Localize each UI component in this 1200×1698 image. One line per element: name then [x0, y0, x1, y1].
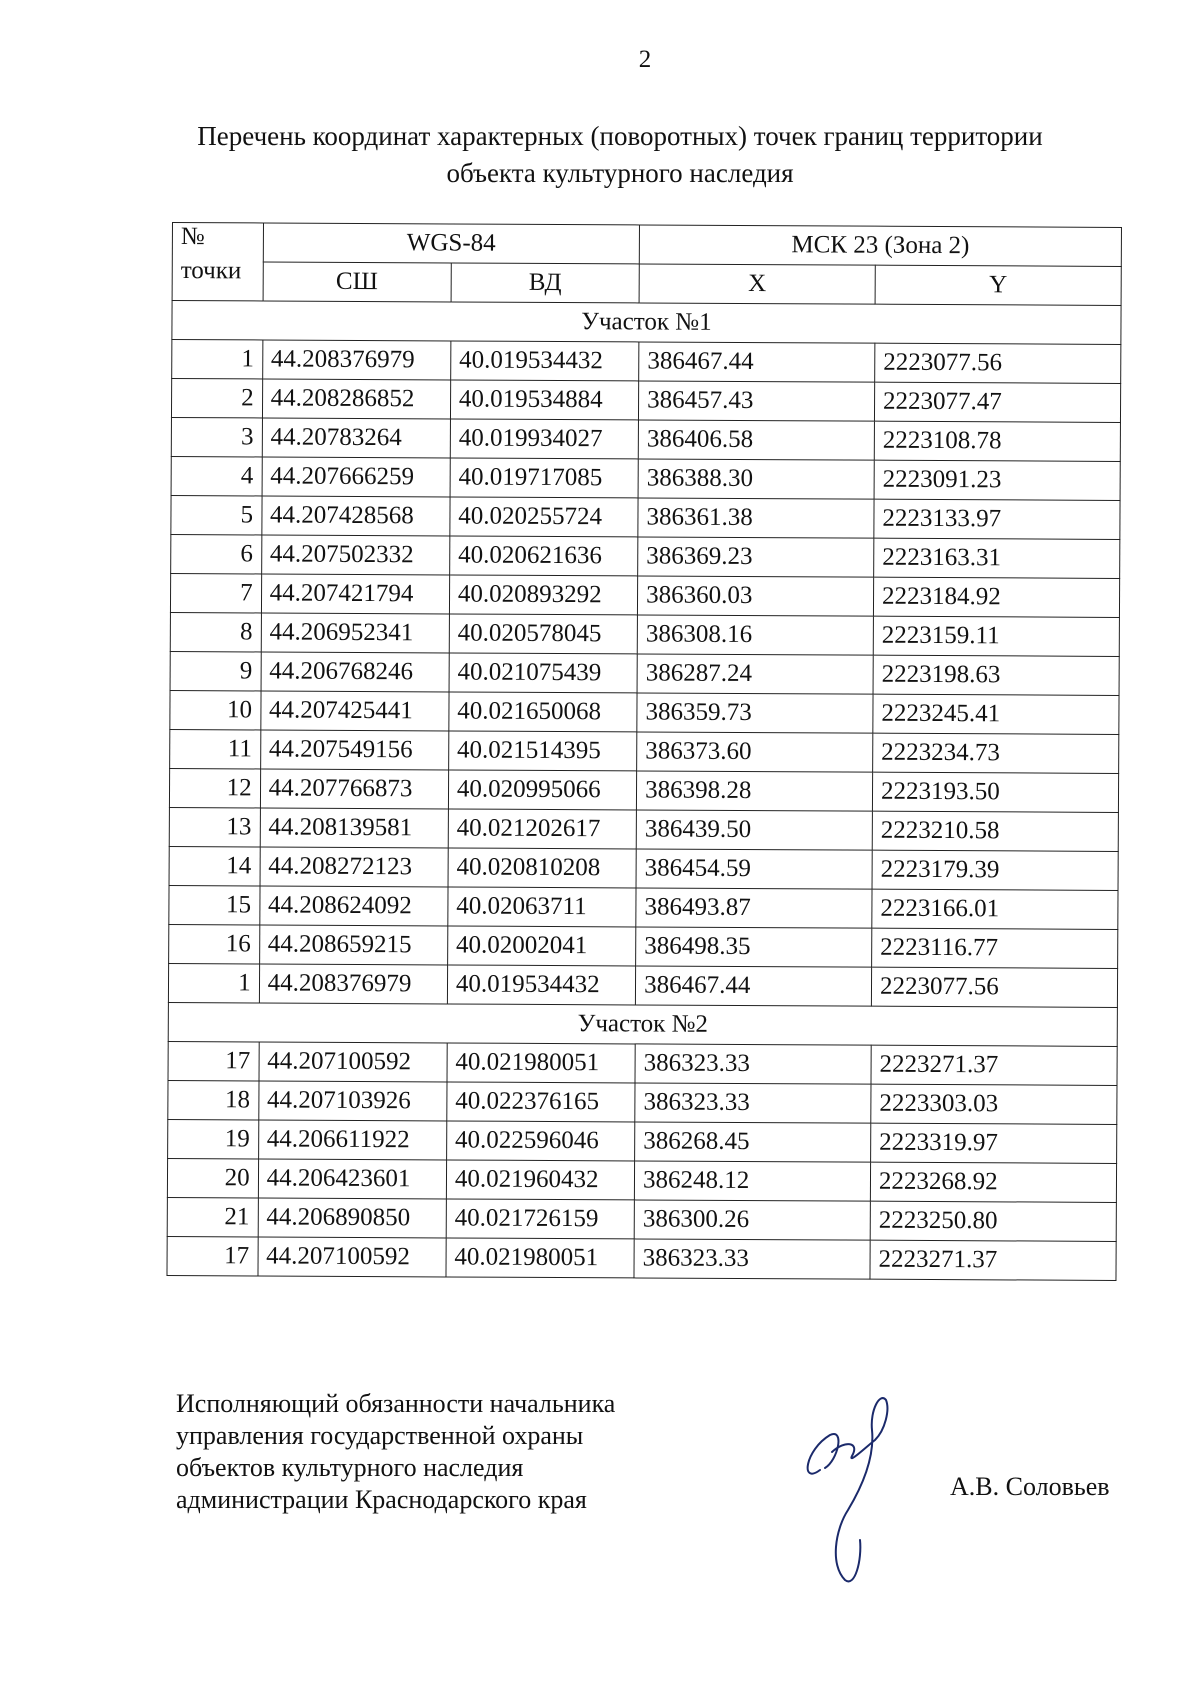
header-x: X: [639, 264, 875, 304]
cell-point-number: 2: [171, 379, 262, 418]
table-row: [169, 807, 1118, 851]
cell-x: 386398.28: [637, 771, 873, 811]
cell-lon: 40.021726159: [446, 1199, 634, 1239]
cell-point-number: 14: [169, 846, 260, 885]
cell-x: 386439.50: [636, 810, 872, 850]
cell-point-number: 20: [167, 1158, 258, 1197]
cell-lat: 44.207766873: [260, 769, 448, 809]
section-row: [172, 301, 1121, 345]
table-row: [171, 534, 1120, 578]
title-line-2: объекта культурного наследия: [446, 158, 794, 188]
cell-lon: 40.020893292: [449, 575, 637, 615]
cell-lat: 44.206611922: [258, 1120, 446, 1160]
cell-y: 2223077.56: [875, 343, 1121, 383]
cell-y: 2223303.03: [871, 1084, 1117, 1124]
signer-line: объектов культурного наследия: [176, 1453, 524, 1482]
table-body: [167, 301, 1121, 1281]
header-msk23: МСК 23 (Зона 2): [639, 225, 1121, 267]
cell-point-number: 16: [169, 924, 260, 963]
cell-y: 2223210.58: [872, 811, 1118, 851]
table-row: [170, 651, 1119, 695]
cell-lat: 44.20783264: [262, 418, 450, 458]
cell-point-number: 8: [170, 612, 261, 651]
cell-lon: 40.021980051: [446, 1238, 634, 1278]
cell-y: 2223245.41: [873, 694, 1119, 734]
cell-lon: 40.021960432: [446, 1160, 634, 1200]
cell-lon: 40.021650068: [449, 692, 637, 732]
cell-x: 386287.24: [637, 654, 873, 694]
cell-y: 2223108.78: [874, 421, 1120, 461]
cell-x: 386248.12: [634, 1161, 870, 1201]
cell-lat: 44.207421794: [261, 574, 449, 614]
cell-point-number: 17: [168, 1041, 259, 1080]
document-title: [120, 118, 1120, 192]
cell-x: 386373.60: [637, 732, 873, 772]
cell-y: 2223268.92: [870, 1162, 1116, 1202]
table-row: [170, 573, 1119, 617]
table-row: [168, 963, 1117, 1007]
cell-lon: 40.022376165: [447, 1082, 635, 1122]
cell-y: 2223184.92: [873, 577, 1119, 617]
cell-point-number: 6: [171, 534, 262, 573]
cell-y: 2223077.56: [871, 967, 1117, 1007]
cell-x: 386361.38: [638, 498, 874, 538]
cell-lat: 44.207502332: [261, 535, 449, 575]
table-row: [167, 1236, 1116, 1280]
cell-point-number: 21: [167, 1197, 258, 1236]
table-row: [168, 1080, 1117, 1124]
cell-x: 386467.44: [636, 966, 872, 1006]
cell-x: 386457.43: [639, 381, 875, 421]
cell-x: 386467.44: [639, 342, 875, 382]
cell-lat: 44.206890850: [258, 1198, 446, 1238]
cell-point-number: 7: [170, 573, 261, 612]
cell-lon: 40.02063711: [448, 887, 636, 927]
cell-point-number: 10: [170, 690, 261, 729]
cell-lat: 44.207428568: [261, 496, 449, 536]
signer-line: администрации Краснодарского края: [176, 1485, 587, 1514]
header-no-label: точки: [180, 257, 242, 285]
table-row: [169, 768, 1118, 812]
cell-point-number: 19: [168, 1119, 259, 1158]
coordinates-table: [166, 222, 1122, 1281]
table-row: [170, 690, 1119, 734]
cell-lon: 40.019534884: [450, 380, 638, 420]
table-row: [169, 924, 1118, 968]
cell-y: 2223159.11: [873, 616, 1119, 656]
cell-lon: 40.021075439: [449, 653, 637, 693]
signer-position: [176, 1388, 615, 1516]
cell-point-number: 9: [170, 651, 261, 690]
cell-lon: 40.021980051: [447, 1043, 635, 1083]
cell-x: 386323.33: [634, 1239, 870, 1279]
cell-lat: 44.207425441: [260, 691, 448, 731]
cell-lat: 44.208376979: [259, 964, 447, 1004]
cell-y: 2223133.97: [874, 499, 1120, 539]
cell-x: 386300.26: [634, 1200, 870, 1240]
table-row: [172, 340, 1121, 384]
cell-point-number: 1: [172, 340, 263, 379]
cell-lon: 40.021202617: [448, 809, 636, 849]
cell-lat: 44.208286852: [262, 379, 450, 419]
section-title: Участок №1: [172, 301, 1121, 345]
cell-lat: 44.208659215: [259, 925, 447, 965]
cell-lat: 44.208624092: [259, 886, 447, 926]
cell-lon: 40.020255724: [450, 497, 638, 537]
cell-lat: 44.207100592: [259, 1042, 447, 1082]
cell-lon: 40.020995066: [448, 770, 636, 810]
header-y: Y: [875, 265, 1121, 305]
section-title: Участок №2: [168, 1002, 1117, 1046]
table-row: [169, 846, 1118, 890]
cell-x: 386406.58: [638, 420, 874, 460]
cell-y: 2223179.39: [872, 850, 1118, 890]
table-row: [169, 885, 1118, 929]
signer-line: Исполняющий обязанности начальника: [176, 1389, 616, 1418]
cell-lon: 40.020810208: [448, 848, 636, 888]
cell-lon: 40.019534432: [451, 341, 639, 381]
cell-x: 386323.33: [635, 1083, 871, 1123]
cell-lat: 44.208272123: [260, 847, 448, 887]
cell-lat: 44.206952341: [261, 613, 449, 653]
cell-lat: 44.207100592: [258, 1237, 446, 1277]
header-no-symbol: №: [180, 223, 205, 251]
cell-lon: 40.019934027: [450, 419, 638, 459]
cell-lat: 44.207549156: [260, 730, 448, 770]
cell-point-number: 12: [169, 768, 260, 807]
cell-x: 386493.87: [636, 888, 872, 928]
cell-lon: 40.022596046: [446, 1121, 634, 1161]
cell-x: 386498.35: [636, 927, 872, 967]
cell-y: 2223198.63: [873, 655, 1119, 695]
cell-lat: 44.208376979: [262, 340, 450, 380]
cell-point-number: 15: [169, 885, 260, 924]
cell-y: 2223091.23: [874, 460, 1120, 500]
table-row: [167, 1158, 1116, 1202]
signer-name: А.В. Соловьев: [950, 1472, 1110, 1501]
cell-lon: 40.021514395: [448, 731, 636, 771]
cell-lat: 44.206768246: [261, 652, 449, 692]
cell-lon: 40.020621636: [450, 536, 638, 576]
table-row: [171, 456, 1120, 500]
cell-y: 2223271.37: [871, 1045, 1117, 1085]
title-line-1: Перечень координат характерных (поворотных) точек границ территории: [197, 121, 1043, 151]
section-row: [168, 1002, 1117, 1046]
handwritten-signature: [790, 1390, 930, 1590]
table-row: [168, 1041, 1117, 1085]
cell-x: 386268.45: [635, 1122, 871, 1162]
table-row: [170, 612, 1119, 656]
cell-x: 386369.23: [638, 537, 874, 577]
cell-x: 386323.33: [635, 1044, 871, 1084]
header-lat: СШ: [263, 262, 451, 302]
cell-x: 386388.30: [638, 459, 874, 499]
cell-x: 386454.59: [636, 849, 872, 889]
cell-point-number: 11: [170, 729, 261, 768]
cell-point-number: 4: [171, 456, 262, 495]
cell-lon: 40.02002041: [447, 926, 635, 966]
cell-point-number: 1: [168, 963, 259, 1002]
cell-point-number: 18: [168, 1080, 259, 1119]
signer-line: управления государственной охраны: [176, 1421, 584, 1450]
cell-x: 386359.73: [637, 693, 873, 733]
page-number: 2: [638, 46, 652, 73]
cell-y: 2223116.77: [872, 928, 1118, 968]
cell-point-number: 17: [167, 1236, 258, 1275]
table-row: [171, 379, 1120, 423]
header-lon: ВД: [451, 263, 639, 303]
table-row: [170, 729, 1119, 773]
cell-lat: 44.207103926: [258, 1081, 446, 1121]
cell-y: 2223077.47: [874, 382, 1120, 422]
cell-lat: 44.206423601: [258, 1159, 446, 1199]
cell-x: 386360.03: [638, 576, 874, 616]
cell-lat: 44.207666259: [262, 457, 450, 497]
table-row: [168, 1119, 1117, 1163]
header-wgs84: WGS-84: [263, 223, 640, 264]
cell-x: 386308.16: [637, 615, 873, 655]
cell-y: 2223163.31: [874, 538, 1120, 578]
cell-y: 2223193.50: [872, 772, 1118, 812]
table-row: [167, 1197, 1116, 1241]
cell-lon: 40.019534432: [447, 965, 635, 1005]
cell-point-number: 3: [171, 417, 262, 456]
table-row: [171, 495, 1120, 539]
cell-y: 2223234.73: [873, 733, 1119, 773]
table-row: [171, 417, 1120, 461]
cell-point-number: 13: [169, 807, 260, 846]
cell-lon: 40.020578045: [449, 614, 637, 654]
cell-y: 2223319.97: [871, 1123, 1117, 1163]
cell-point-number: 5: [171, 495, 262, 534]
cell-lat: 44.208139581: [260, 808, 448, 848]
cell-y: 2223250.80: [870, 1201, 1116, 1241]
cell-y: 2223166.01: [872, 889, 1118, 929]
header-point-number: [172, 223, 263, 301]
cell-y: 2223271.37: [870, 1240, 1116, 1280]
cell-lon: 40.019717085: [450, 458, 638, 498]
